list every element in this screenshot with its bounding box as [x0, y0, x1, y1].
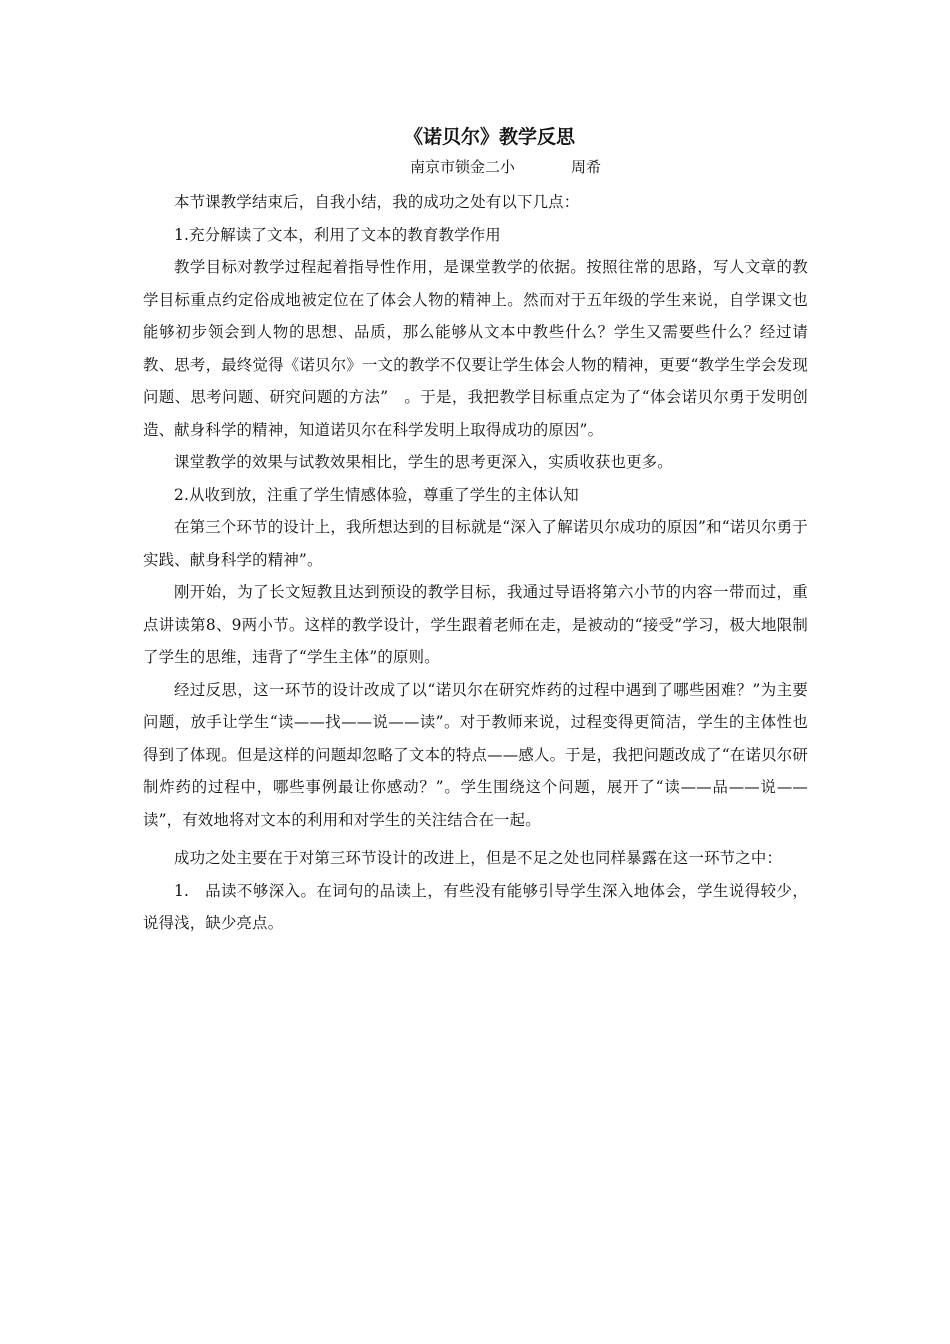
paragraph-point-1-heading: 1.充分解读了文本，利用了文本的教育教学作用 [174, 225, 501, 244]
paragraph-third-section: 在第三个环节的设计上，我所想达到的目标就是“深入了解诺贝尔成功的原因”和“诺贝尔勇于实践、献身科学的精神”。 [143, 518, 808, 569]
document-page [143, 122, 808, 940]
paragraph-shortcomings-intro: 成功之处主要在于对第三环节设计的改进上，但是不足之处也同样暴露在这一环节之中： [174, 849, 783, 867]
paragraph-initial-design: 刚开始，为了长文短教且达到预设的教学目标，我通过导语将第六小节的内容一带而过，重点讲读第8、9两小节。这样的教学设计，学生跟着老师在走，是被动的“接受”学习，极大地限制了学生的思维，违背了“学生主体”的原则。 [143, 583, 808, 666]
school-name: 南京市锁金二小 [409, 158, 515, 176]
paragraph-shortcoming-1: 1. 品读不够深入。在词句的品读上，有些没有能够引导学生深入地体会，学生说得较少，说得浅，缺少亮点。 [143, 881, 808, 932]
paragraph-effect: 课堂教学的效果与试教效果相比，学生的思考更深入，实质收获也更多。 [174, 453, 673, 471]
paragraph-intro: 本节课教学结束后，自我小结，我的成功之处有以下几点： [174, 193, 580, 211]
paragraph-point-2-heading: 2.从收到放，注重了学生情感体验，尊重了学生的主体认知 [174, 485, 579, 504]
paragraph-reflection: 经过反思，这一环节的设计改成了以“诺贝尔在研究炸药的过程中遇到了哪些困难？”为主要问题，放手让学生“读——找——说——读”。对于教师来说，过程变得更简洁，学生的主体性也得到了体现。但是这样的问题却忽略了文本的特点——感人。于是，我把问题改成了“在诺贝尔研制炸药的过程中，哪些事例最让你感动？”。学生围绕这个问题，展开了“读——品——说——读”，有效地将对文本的利用和对学生的关注结合在一起。 [143, 680, 808, 829]
author-name: 周希 [571, 158, 602, 176]
author-line [143, 154, 808, 180]
document-title: 《诺贝尔》教学反思 [403, 126, 575, 148]
paragraph-teaching-goal: 教学目标对教学过程起着指导性作用，是课堂教学的依据。按照往常的思路，写人文章的教学目标重点约定俗成地被定位在了体会人物的精神上。然而对于五年级的学生来说，自学课文也能够初步领会到人物的思想、品质，那么能够从文本中教些什么？学生又需要些什么？经过请教、思考，最终觉得《诺贝尔》一文的教学不仅要让学生体会人物的精神，更要“教学生学会发现问题、思考问题、研究问题的方法” 。于是，我把教学目标重点定为了“体会诺贝尔勇于发明创造、献身科学的精神，知道诺贝尔在科学发明上取得成功的原因”。 [143, 258, 808, 439]
